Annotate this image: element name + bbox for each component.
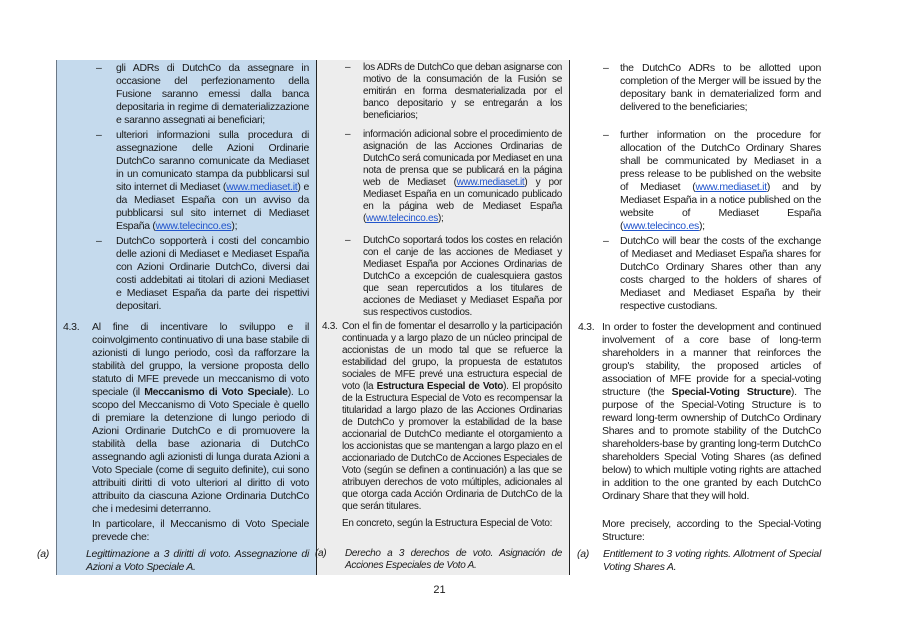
link-mediaset-website[interactable]: www.mediaset.it [695, 181, 767, 193]
bullet-item [603, 235, 821, 313]
lettered-item [577, 548, 821, 574]
bullet-item [345, 129, 562, 225]
item-text: Derecho a 3 derechos de voto. Asignación de Acciones Especiales de Voto A. [345, 548, 562, 571]
spanish-bullet-1-cell [317, 60, 570, 127]
italian-bullet-3-cell [56, 233, 317, 319]
bullet-text: DutchCo will bear the costs of the exchange of Mediaset and Mediaset España shares for DutchCo Ordinary Shares other than any costs charged to the holders of shares of Mediaset and Mediaset España by their respective custodians. [620, 235, 821, 312]
item-text: Legittimazione a 3 diritti di voto. Assegnazione di Azioni a Voto Speciale A. [86, 548, 309, 573]
numbered-paragraph [317, 321, 562, 513]
bullet-text [363, 129, 562, 225]
bullet-text: DutchCo sopporterà i costi del concambio delle azioni di Mediaset e Mediaset España con Azioni Ordinarie DutchCo, diversi dai costi addebitati ai titolari di azioni Mediaset e Mediaset España da parte dei rispettivi depositari. [116, 235, 309, 312]
bullet-item [603, 62, 821, 114]
bullet-text-part: ulteriori informazioni sulla procedura di assegnazione delle Azioni Ordinarie DutchCo saranno comunicate da Mediaset in un comunicato stampa da pubblicarsi sul sito internet di Mediaset ( [116, 129, 309, 193]
bullet-text-part: ) y por Mediaset España en un comunicado publicado en la página web de Mediaset España ( [363, 177, 563, 224]
spanish-bullet-2-cell [317, 127, 570, 233]
bullet-text: the DutchCo ADRs to be allotted upon completion of the Merger will be issued by the depositary bank in dematerialized form and delivered to the beneficiaries; [620, 62, 821, 113]
spanish-bullet-3-cell [317, 233, 570, 319]
section-text-part: ). El propósito de la Estructura Especial de Voto es recompensar la titularidad a largo plazo de las Acciones Ordinarias de DutchCo y promover la estabilidad de la base accionarial de DutchCo mediante el otorgamiento a los accionistas que se mantengan a largo plazo en el accionariado de DutchCo de Acciones Especiales de Voto (según se definen a continuación) a las que se atribuyen derechos de voto múltiples, adicionales al que otorga cada Acción Ordinaria de DutchCo de la que serán titulares. [342, 381, 563, 512]
numbered-paragraph [570, 321, 821, 503]
intro-text: En concreto, según la Estructura Especial de Voto: [342, 518, 553, 529]
section-text [342, 321, 562, 513]
bullet-text-part: ); [698, 220, 705, 232]
bullet-item [345, 62, 562, 122]
lettered-item [315, 548, 562, 572]
item-letter: (a) [37, 548, 49, 560]
bullet-marker: – [345, 235, 351, 246]
link-telecinco-website[interactable]: www.telecinco.es [623, 220, 699, 232]
spanish-section-4-3-cell [317, 319, 570, 516]
page-number: 21 [433, 584, 446, 596]
bullet-text-part: ) and by Mediaset España in a notice published on the website of Mediaset España ( [620, 181, 822, 232]
bullet-text: DutchCo soportará todos los costes en relación con el canje de las acciones de Mediaset y Mediaset España por Acciones Ordinarias de DutchCo a excepción de cualesquiera gastos que sean repercutidos a los titulares de acciones de Mediaset y Mediaset España por sus respectivos custodios. [363, 235, 562, 318]
section-number: 4.3. [63, 321, 80, 333]
link-telecinco-website[interactable]: www.telecinco.es [155, 220, 232, 232]
bullet-text-part: ) e da Mediaset España con un avviso da pubblicarsi sul sito internet di Mediaset España ( [116, 181, 309, 232]
english-bullet-1-cell [570, 60, 823, 127]
section-text-part: ). The purpose of the Special-Voting Structure is to reward long-term ownership of DutchCo Ordinary Shares and to promote stability of the DutchCo shareholders-base by granting long-term DutchCo shareholders Special Voting Shares (as defined below) to which multiple voting rights are attached in addition to the one granted by each DutchCo Ordinary Share that they will hold. [602, 386, 822, 502]
section-text-part: In order to foster the development and continued involvement of a core base of long-term shareholders in a manner that reinforces the group's stability, the proposed articles of association of MFE provide for a special-voting structure (the [602, 321, 821, 398]
bullet-text-part: ); [437, 213, 444, 224]
bullet-marker: – [345, 129, 351, 140]
bullet-marker: – [345, 62, 351, 73]
english-bullet-3-cell [570, 233, 823, 319]
bullet-text-part: información adicional sobre el procedimiento de asignación de las Acciones Ordinarias de DutchCo será comunicada por Mediaset en una nota de prensa que se publicará en la página web de Mediaset ( [363, 129, 562, 188]
bullet-marker: – [96, 129, 102, 141]
lettered-item [37, 548, 309, 574]
italian-intro-cell [56, 516, 317, 546]
bullet-text [116, 129, 309, 233]
italian-item-a-cell [37, 546, 317, 575]
bullet-item [96, 235, 309, 313]
bullet-text: gli ADRs di DutchCo da assegnare in occasione del perfezionamento della Fusione saranno emessi dalla banca depositaria in regime di dematerializzazione e saranno assegnati ai beneficiari; [116, 62, 309, 126]
section-text [92, 321, 309, 516]
section-text-part: Con el fin de fomentar el desarrollo y la participación continuada y a largo plazo de un núcleo principal de accionistas de un modo tal que se refuerce la estabilidad del grupo, la propuesta de estatutos sociales de MFE prevé una estructura especial de voto (la [342, 321, 562, 392]
intro-text: In particolare, il Meccanismo di Voto Speciale prevede che: [92, 518, 309, 543]
spanish-item-a-cell [317, 546, 570, 575]
item-letter: (a) [577, 548, 589, 560]
bullet-marker: – [96, 62, 102, 74]
link-mediaset-website[interactable]: www.mediaset.it [226, 181, 298, 193]
italian-bullet-1-cell [56, 60, 317, 127]
english-item-a-cell [570, 546, 823, 575]
link-mediaset-website[interactable]: www.mediaset.it [456, 177, 525, 188]
italian-section-4-3-cell [56, 319, 317, 516]
defined-term-bold: Meccanismo di Voto Speciale [144, 386, 288, 398]
english-intro-cell [570, 516, 823, 546]
bullet-marker: – [96, 235, 102, 247]
translation-table [37, 60, 823, 575]
bullet-item [345, 235, 562, 319]
intro-text: More precisely, according to the Special-Voting Structure: [602, 518, 821, 543]
bullet-marker: – [603, 62, 609, 74]
item-text: Entitlement to 3 voting rights. Allotment of Special Voting Shares A. [603, 548, 821, 573]
bullet-marker: – [603, 129, 609, 141]
bullet-item [96, 129, 309, 233]
numbered-paragraph [57, 321, 309, 516]
section-number: 4.3. [322, 321, 338, 332]
section-text-part: ). Lo scopo del Meccanismo di Voto Speciale è quello di premiare la detenzione di lungo periodo di Azioni Ordinarie DutchCo e di promuovere la stabilità della base azionaria di DutchCo assegnando agli azionisti di lunga durata Azioni a Voto Speciale (come di seguito definite), cui sono attribuiti diritti di voto ulteriori al diritto di voto attribuito da ciascuna Azione Ordinaria DutchCo che i medesimi deterranno. [92, 386, 309, 515]
section-number: 4.3. [578, 321, 595, 333]
defined-term-bold: Special-Voting Structure [671, 386, 791, 398]
bullet-item [96, 62, 309, 127]
item-letter: (a) [315, 548, 327, 559]
bullet-text [620, 129, 821, 233]
section-text [602, 321, 821, 503]
italian-bullet-2-cell [56, 127, 317, 233]
spanish-intro-cell [317, 516, 570, 546]
bullet-marker: – [603, 235, 609, 247]
defined-term-bold: Estructura Especial de Voto [376, 381, 504, 392]
english-bullet-2-cell [570, 127, 823, 233]
link-telecinco-website[interactable]: www.telecinco.es [366, 213, 438, 224]
bullet-text-part: ); [231, 220, 238, 232]
english-section-4-3-cell [570, 319, 823, 516]
bullet-item [603, 129, 821, 233]
bullet-text: los ADRs de DutchCo que deban asignarse con motivo de la consumación de la Fusión se emitirán en forma desmaterializada por el banco depositario y se entregarán a los beneficiarios; [363, 62, 562, 121]
section-text-part: Al fine di incentivare lo sviluppo e il coinvolgimento continuativo di una base stabile di azionisti di lungo periodo, così da rafforzare la stabilità del gruppo, la versione proposta dello statuto di MFE prevede un meccanismo di voto speciale (il [92, 321, 309, 398]
bullet-text-part: further information on the procedure for allocation of the DutchCo Ordinary Shares shall be communicated by Mediaset in a press release to be published on the website of Mediaset ( [620, 129, 821, 193]
